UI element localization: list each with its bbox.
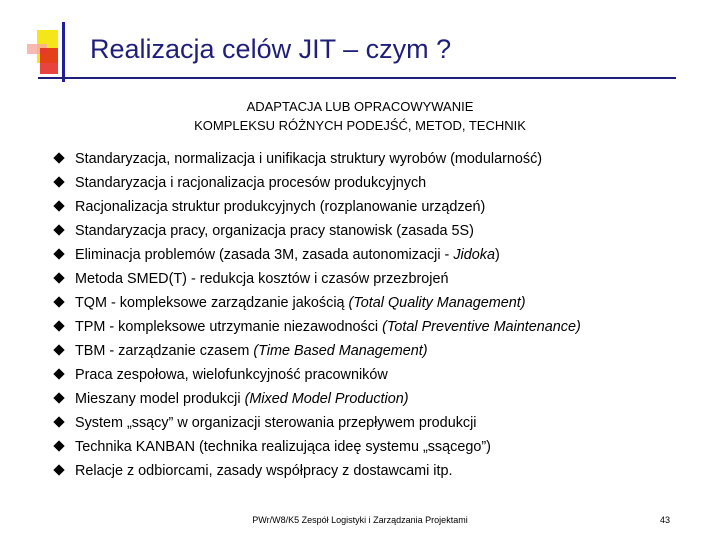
slide-title: Realizacja celów JIT – czym ? xyxy=(90,34,452,64)
item-text: TQM - kompleksowe zarządzanie jakością xyxy=(75,295,349,311)
item-text: Metoda SMED(T) - redukcja kosztów i czasów przezbrojeń xyxy=(75,271,449,287)
title-underline xyxy=(38,77,676,79)
list-item xyxy=(54,411,704,435)
diamond-bullet-icon xyxy=(53,296,64,307)
item-note-close: ) xyxy=(494,247,500,263)
diamond-bullet-icon xyxy=(53,248,64,259)
diamond-bullet-icon xyxy=(53,176,64,187)
diamond-bullet-icon xyxy=(53,344,64,355)
list-item xyxy=(54,339,704,363)
subtitle-line-2: KOMPLEKSU RÓŻNYCH PODEJŚĆ, METOD, TECHNIK xyxy=(194,118,526,133)
item-text: Relacje z odbiorcami, zasady współpracy z dostawcami itp. xyxy=(75,463,453,479)
item-text: Racjonalizacja struktur produkcyjnych (rozplanowanie urządzeń) xyxy=(75,199,486,215)
list-item xyxy=(54,459,704,483)
list-item xyxy=(54,243,704,267)
footer: PWr/W8/K5 Zespół Logistyki i Zarządzania Projektami xyxy=(252,515,468,525)
diamond-bullet-icon xyxy=(53,200,64,211)
list-item xyxy=(54,267,704,291)
item-text: TPM - kompleksowe utrzymanie niezawodności xyxy=(75,319,383,335)
item-text: Eliminacja problemów xyxy=(75,247,219,263)
diamond-bullet-icon xyxy=(53,440,64,451)
logo-red-square xyxy=(40,48,58,74)
item-text: Technika KANBAN xyxy=(75,439,199,455)
bullet-list xyxy=(54,147,704,483)
item-note-italic: (Mixed Model Production) xyxy=(244,391,409,407)
list-item xyxy=(54,147,704,171)
item-text: Mieszany model produkcji xyxy=(75,391,245,407)
list-item xyxy=(54,171,704,195)
diamond-bullet-icon xyxy=(53,320,64,331)
item-text: Standaryzacja, normalizacja i unifikacja struktury wyrobów (modularność) xyxy=(75,151,543,167)
item-note-italic: (Time Based Management) xyxy=(253,343,428,359)
page-number: 43 xyxy=(659,515,670,525)
item-text: Standaryzacja pracy, organizacja pracy stanowisk (zasada 5S) xyxy=(75,223,474,239)
list-item xyxy=(54,291,704,315)
item-note: (technika realizująca ideę systemu „ssącego”) xyxy=(198,439,491,455)
subtitle xyxy=(0,97,720,135)
item-note-italic: Jidoka xyxy=(453,247,495,263)
diamond-bullet-icon xyxy=(53,416,64,427)
list-item xyxy=(54,435,704,459)
item-note-italic: (Total Quality Management) xyxy=(348,295,526,311)
item-text: Standaryzacja i racjonalizacja procesów produkcyjnych xyxy=(75,175,427,191)
diamond-bullet-icon xyxy=(53,224,64,235)
logo-blue-line xyxy=(62,22,65,82)
item-note-italic: (Total Preventive Maintenance) xyxy=(382,319,581,335)
item-text: Praca zespołowa, wielofunkcyjność pracowników xyxy=(75,367,388,383)
item-text: TBM - zarządzanie czasem xyxy=(75,343,254,359)
list-item xyxy=(54,195,704,219)
list-item xyxy=(54,387,704,411)
diamond-bullet-icon xyxy=(53,272,64,283)
item-text: System „ssący” w organizacji sterowania przepływem produkcji xyxy=(75,415,477,431)
diamond-bullet-icon xyxy=(53,392,64,403)
list-item xyxy=(54,315,704,339)
diamond-bullet-icon xyxy=(53,464,64,475)
diamond-bullet-icon xyxy=(53,368,64,379)
list-item xyxy=(54,219,704,243)
diamond-bullet-icon xyxy=(53,152,64,163)
list-item xyxy=(54,363,704,387)
item-note: (zasada 3M, zasada autonomizacji - xyxy=(218,247,454,263)
subtitle-line-1: ADAPTACJA LUB OPRACOWYWANIE xyxy=(246,99,474,114)
